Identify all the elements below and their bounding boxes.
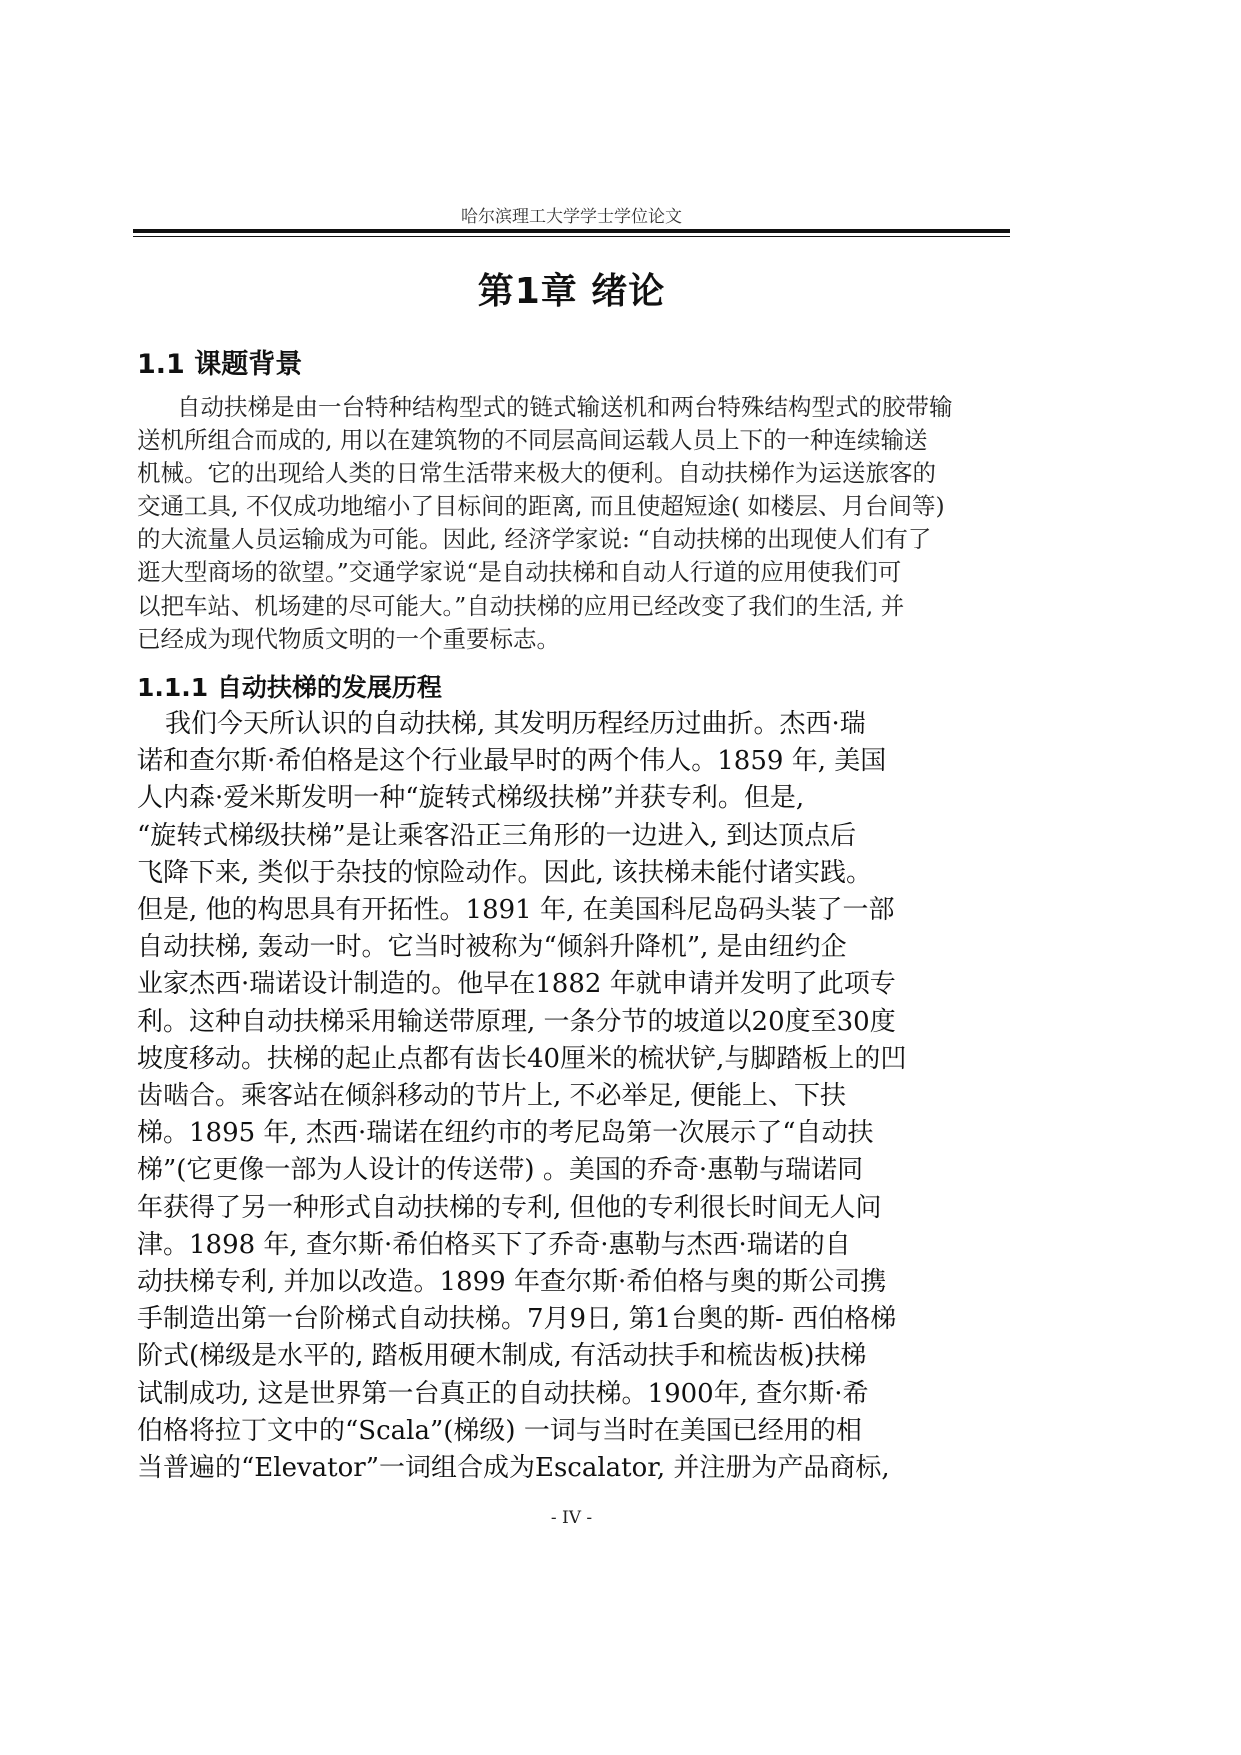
paragraph-line: 自动扶梯是由一台特种结构型式的链式输送机和两台特殊结构型式的胶带输	[177, 393, 953, 421]
paragraph-line: 梯。1895 年, 杰西·瑞诺在纽约市的考尼岛第一次展示了“自动扶	[137, 1118, 874, 1149]
paragraph-line: 已经成为现代物质文明的一个重要标志。	[137, 624, 560, 653]
paragraph-line: 伯格将拉丁文中的“Scala”(梯级) 一词与当时在美国已经用的相	[137, 1415, 862, 1446]
paragraph-line: 动扶梯专利, 并加以改造。1899 年查尔斯·希伯格与奥的斯公司携	[137, 1267, 887, 1298]
paragraph-line: 坡度移动。扶梯的起止点都有齿长40厘米的梳状铲,与脚踏板上的凹	[137, 1043, 907, 1074]
paragraph-line: 利。这种自动扶梯采用输送带原理, 一条分节的坡道以20度至30度	[137, 1006, 896, 1037]
chapter-title: 第1章 绪论	[477, 271, 666, 312]
section-heading-1-1-1: 1.1.1 自动扶梯的发展历程	[137, 673, 442, 702]
paragraph-line: 的大流量人员运输成为可能。因此, 经济学家说: “自动扶梯的出现使人们有了	[137, 525, 932, 554]
paragraph-line: 业家杰西·瑞诺设计制造的。他早在1882 年就申请并发明了此项专	[137, 969, 896, 1000]
paragraph-line: 逛大型商场的欲望。”交通学家说“是自动扶梯和自动人行道的应用使我们可	[137, 558, 902, 587]
section-1-1-1-paragraph	[137, 706, 1017, 1487]
paragraph-line: 手制造出第一台阶梯式自动扶梯。7月9日, 第1台奥的斯- 西伯格梯	[137, 1304, 897, 1335]
section-1-1-paragraph	[137, 391, 1007, 656]
section-heading-1-1: 1.1 课题背景	[137, 349, 303, 380]
header-rule-thick	[133, 229, 1010, 233]
paragraph-line: 齿啮合。乘客站在倾斜移动的节片上, 不必举足, 便能上、下扶	[137, 1081, 847, 1112]
paragraph-line: 飞降下来, 类似于杂技的惊险动作。因此, 该扶梯未能付诸实践。	[137, 857, 873, 888]
paragraph-line: 机械。它的出现给人类的日常生活带来极大的便利。自动扶梯作为运送旅客的	[137, 459, 936, 488]
paragraph-line: 送机所组合而成的, 用以在建筑物的不同层高间运载人员上下的一种连续输送	[137, 426, 928, 455]
header-rule-thin	[133, 236, 1010, 237]
paragraph-line: 津。1898 年, 查尔斯·希伯格买下了乔奇·惠勒与杰西·瑞诺的自	[137, 1229, 851, 1260]
paragraph-line: 试制成功, 这是世界第一台真正的自动扶梯。1900年, 查尔斯·希	[137, 1378, 869, 1409]
paragraph-line: 人内森·爱米斯发明一种“旋转式梯级扶梯”并获专利。但是,	[137, 783, 805, 814]
paragraph-line: 年获得了另一种形式自动扶梯的专利, 但他的专利很长时间无人问	[137, 1192, 882, 1223]
paragraph-line: 交通工具, 不仅成功地缩小了目标间的距离, 而且使超短途( 如楼层、月台间等)	[137, 492, 945, 521]
paragraph-line: 当普遍的“Elevator”一词组合成为Escalator, 并注册为产品商标,	[137, 1453, 890, 1484]
running-header: 哈尔滨理工大学学士学位论文	[461, 207, 682, 227]
page-number: - IV -	[550, 1508, 593, 1528]
paragraph-line: 梯”(它更像一部为人设计的传送带) 。美国的乔奇·惠勒与瑞诺同	[137, 1155, 864, 1186]
paragraph-line: 诺和查尔斯·希伯格是这个行业最早时的两个伟人。1859 年, 美国	[137, 746, 887, 777]
paragraph-line: “旋转式梯级扶梯”是让乘客沿正三角形的一边进入, 到达顶点后	[137, 820, 857, 851]
paragraph-line: 自动扶梯, 轰动一时。它当时被称为“倾斜升降机”, 是由纽约企	[137, 932, 847, 963]
paragraph-line: 但是, 他的构思具有开拓性。1891 年, 在美国科尼岛码头装了一部	[137, 895, 895, 926]
paragraph-line: 阶式(梯级是水平的, 踏板用硬木制成, 有活动扶手和梳齿板)扶梯	[137, 1341, 867, 1372]
paragraph-line: 我们今天所认识的自动扶梯, 其发明历程经历过曲折。杰西·瑞	[165, 709, 866, 739]
paragraph-line: 以把车站、机场建的尽可能大。”自动扶梯的应用已经改变了我们的生活, 并	[137, 591, 905, 620]
